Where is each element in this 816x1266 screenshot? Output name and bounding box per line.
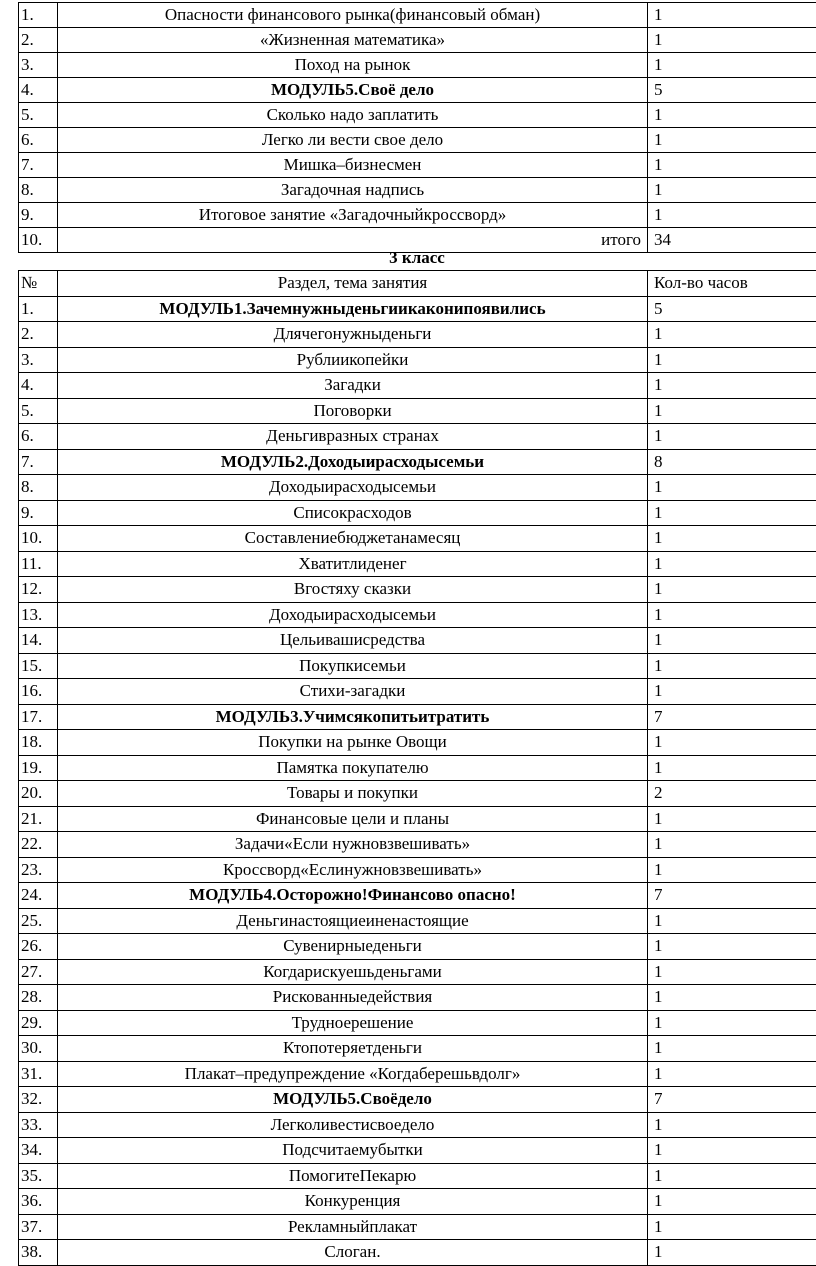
row-topic: Поход на рынок: [58, 53, 648, 78]
table-row: [19, 449, 816, 475]
row-number: 18.: [19, 730, 58, 756]
table-row: [19, 1138, 816, 1164]
table-row: [19, 806, 816, 832]
table-row: [19, 78, 816, 103]
row-number: 5.: [19, 103, 58, 128]
row-number: 36.: [19, 1189, 58, 1215]
row-number: 7.: [19, 449, 58, 475]
row-hours: 1: [648, 857, 816, 883]
row-number: 9.: [19, 500, 58, 526]
row-topic: Рискованныедействия: [58, 985, 648, 1011]
row-hours: 1: [648, 1240, 816, 1266]
total-hours: 34: [648, 228, 816, 253]
row-hours: 1: [648, 398, 816, 424]
row-number: 4.: [19, 373, 58, 399]
row-hours: 1: [648, 103, 816, 128]
row-hours: 1: [648, 832, 816, 858]
row-number: 2.: [19, 28, 58, 53]
table-row: [19, 934, 816, 960]
row-topic: Подсчитаемубытки: [58, 1138, 648, 1164]
total-label: итого: [58, 228, 648, 253]
row-hours: 1: [648, 203, 816, 228]
row-number: 5.: [19, 398, 58, 424]
row-number: 22.: [19, 832, 58, 858]
row-topic: Опасности финансового рынка(финансовый обман): [58, 3, 648, 28]
table-row: [19, 347, 816, 373]
row-topic: Стихи-загадки: [58, 679, 648, 705]
section-title: 3 класс: [18, 248, 816, 268]
row-topic: МОДУЛЬ3.Учимсякопитьитратить: [58, 704, 648, 730]
row-topic: Трудноерешение: [58, 1010, 648, 1036]
row-topic: МОДУЛЬ2.Доходыирасходысемьи: [58, 449, 648, 475]
row-hours: 1: [648, 1112, 816, 1138]
row-number: 8.: [19, 178, 58, 203]
row-number: 38.: [19, 1240, 58, 1266]
row-number: 17.: [19, 704, 58, 730]
table-row: [19, 526, 816, 552]
row-topic: Рублиикопейки: [58, 347, 648, 373]
row-topic: «Жизненная математика»: [58, 28, 648, 53]
row-number: 27.: [19, 959, 58, 985]
table-row: [19, 832, 816, 858]
table-row: [19, 577, 816, 603]
row-number: 30.: [19, 1036, 58, 1062]
row-number: 3.: [19, 347, 58, 373]
row-number: 12.: [19, 577, 58, 603]
row-hours: 7: [648, 704, 816, 730]
table-row: [19, 1163, 816, 1189]
table-row: [19, 959, 816, 985]
row-hours: 1: [648, 1010, 816, 1036]
row-topic: Сколько надо заплатить: [58, 103, 648, 128]
row-hours: 1: [648, 475, 816, 501]
row-hours: 1: [648, 551, 816, 577]
row-number: 16.: [19, 679, 58, 705]
row-topic: Слоган.: [58, 1240, 648, 1266]
row-hours: 1: [648, 985, 816, 1011]
row-hours: 1: [648, 28, 816, 53]
row-hours: 1: [648, 500, 816, 526]
row-hours: 1: [648, 730, 816, 756]
table-row: [19, 178, 816, 203]
row-topic: ПомогитеПекарю: [58, 1163, 648, 1189]
header-topic: Раздел, тема занятия: [58, 271, 648, 297]
row-topic: Доходыирасходысемьи: [58, 602, 648, 628]
table-row: [19, 322, 816, 348]
lesson-table-body: [19, 3, 816, 253]
table-row: [19, 475, 816, 501]
row-hours: 1: [648, 1061, 816, 1087]
row-hours: 1: [648, 628, 816, 654]
row-number: 14.: [19, 628, 58, 654]
table-row: [19, 296, 816, 322]
table-row: [19, 883, 816, 909]
row-number: 7.: [19, 153, 58, 178]
table-row: [19, 985, 816, 1011]
row-topic: Списокрасходов: [58, 500, 648, 526]
row-hours: 2: [648, 781, 816, 807]
row-number: 34.: [19, 1138, 58, 1164]
row-hours: 1: [648, 128, 816, 153]
table-row: [19, 373, 816, 399]
row-topic: Покупкисемьи: [58, 653, 648, 679]
row-topic: Покупки на рынке Овощи: [58, 730, 648, 756]
row-topic: МОДУЛЬ1.Зачемнужныденьгиикаконипоявились: [58, 296, 648, 322]
row-hours: 1: [648, 424, 816, 450]
row-number: 21.: [19, 806, 58, 832]
table-row: [19, 153, 816, 178]
row-topic: Деньгивразных странах: [58, 424, 648, 450]
row-hours: 5: [648, 78, 816, 103]
row-number: 25.: [19, 908, 58, 934]
row-number: 23.: [19, 857, 58, 883]
row-topic: Хватитлиденег: [58, 551, 648, 577]
row-hours: 1: [648, 3, 816, 28]
row-topic: Загадочная надпись: [58, 178, 648, 203]
row-number: 1.: [19, 296, 58, 322]
table-row: [19, 602, 816, 628]
table-row: [19, 755, 816, 781]
row-number: 29.: [19, 1010, 58, 1036]
row-topic: МОДУЛЬ5.Своёдело: [58, 1087, 648, 1113]
row-number: 11.: [19, 551, 58, 577]
row-number: 6.: [19, 424, 58, 450]
row-number: 33.: [19, 1112, 58, 1138]
row-topic: Цельивашисредства: [58, 628, 648, 654]
row-topic: Легколивестисвоедело: [58, 1112, 648, 1138]
table-row: [19, 103, 816, 128]
row-number: 1.: [19, 3, 58, 28]
table-row: [19, 781, 816, 807]
row-hours: 7: [648, 883, 816, 909]
table-row: [19, 908, 816, 934]
row-number: 8.: [19, 475, 58, 501]
row-hours: 1: [648, 153, 816, 178]
table-row: [19, 1061, 816, 1087]
row-number: 28.: [19, 985, 58, 1011]
row-number: 15.: [19, 653, 58, 679]
row-topic: Итоговое занятие «Загадочныйкроссворд»: [58, 203, 648, 228]
table-row: [19, 128, 816, 153]
row-number: 31.: [19, 1061, 58, 1087]
row-topic: Финансовые цели и планы: [58, 806, 648, 832]
lesson-table-previous: [18, 2, 816, 253]
header-hours: Кол-во часов: [648, 271, 816, 297]
table-row: [19, 730, 816, 756]
table-row: [19, 679, 816, 705]
row-hours: 1: [648, 1163, 816, 1189]
table-row: [19, 1036, 816, 1062]
row-hours: 1: [648, 602, 816, 628]
row-topic: Длячегонужныденьги: [58, 322, 648, 348]
table-row: [19, 704, 816, 730]
row-hours: 1: [648, 755, 816, 781]
row-number: 35.: [19, 1163, 58, 1189]
row-hours: 1: [648, 653, 816, 679]
row-hours: 8: [648, 449, 816, 475]
table-row: [19, 28, 816, 53]
row-hours: 7: [648, 1087, 816, 1113]
row-hours: 1: [648, 934, 816, 960]
row-number: 10.: [19, 526, 58, 552]
row-number: 26.: [19, 934, 58, 960]
row-hours: 5: [648, 296, 816, 322]
row-topic: Товары и покупки: [58, 781, 648, 807]
row-number: 10.: [19, 228, 58, 253]
row-hours: 1: [648, 347, 816, 373]
row-topic: Мишка–бизнесмен: [58, 153, 648, 178]
row-hours: 1: [648, 1036, 816, 1062]
row-hours: 1: [648, 373, 816, 399]
row-topic: Кроссворд«Еслинужновзвешивать»: [58, 857, 648, 883]
table-row: [19, 1112, 816, 1138]
row-hours: 1: [648, 53, 816, 78]
row-number: 3.: [19, 53, 58, 78]
row-number: 19.: [19, 755, 58, 781]
row-topic: Плакат–предупреждение «Когдаберешьвдолг»: [58, 1061, 648, 1087]
row-number: 6.: [19, 128, 58, 153]
row-hours: 1: [648, 1138, 816, 1164]
row-topic: Когдарискуешьденьгами: [58, 959, 648, 985]
row-number: 20.: [19, 781, 58, 807]
row-topic: Поговорки: [58, 398, 648, 424]
row-topic: Рекламныйплакат: [58, 1214, 648, 1240]
row-hours: 1: [648, 577, 816, 603]
row-topic: Задачи«Если нужновзвешивать»: [58, 832, 648, 858]
row-topic: Памятка покупателю: [58, 755, 648, 781]
header-number: №: [19, 271, 58, 297]
row-number: 9.: [19, 203, 58, 228]
table-row: [19, 500, 816, 526]
row-hours: 1: [648, 908, 816, 934]
table-row: [19, 551, 816, 577]
row-number: 32.: [19, 1087, 58, 1113]
table-row: [19, 857, 816, 883]
table-header-row: [19, 271, 816, 297]
table-row: [19, 53, 816, 78]
row-hours: 1: [648, 1214, 816, 1240]
row-number: 13.: [19, 602, 58, 628]
row-hours: 1: [648, 806, 816, 832]
table-row: [19, 1010, 816, 1036]
lesson-table-grade-3: [18, 270, 816, 1266]
row-number: 2.: [19, 322, 58, 348]
row-topic: Деньгинастоящиеиненастоящие: [58, 908, 648, 934]
row-topic: Сувенирныеденьги: [58, 934, 648, 960]
table-row: [19, 1240, 816, 1266]
row-number: 37.: [19, 1214, 58, 1240]
table-row: [19, 1087, 816, 1113]
row-topic: Доходыирасходысемьи: [58, 475, 648, 501]
row-hours: 1: [648, 959, 816, 985]
row-hours: 1: [648, 178, 816, 203]
table-row: [19, 3, 816, 28]
row-hours: 1: [648, 322, 816, 348]
row-topic: Легко ли вести свое дело: [58, 128, 648, 153]
table-row: [19, 203, 816, 228]
row-topic: Конкуренция: [58, 1189, 648, 1215]
table-row: [19, 653, 816, 679]
table-row: [19, 1214, 816, 1240]
row-number: 24.: [19, 883, 58, 909]
row-topic: Вгостяху сказки: [58, 577, 648, 603]
row-hours: 1: [648, 526, 816, 552]
row-topic: Ктопотеряетденьги: [58, 1036, 648, 1062]
table-row: [19, 424, 816, 450]
row-number: 4.: [19, 78, 58, 103]
table-row: [19, 398, 816, 424]
row-topic: МОДУЛЬ5.Своё дело: [58, 78, 648, 103]
row-hours: 1: [648, 1189, 816, 1215]
table-row: [19, 628, 816, 654]
table-row: [19, 1189, 816, 1215]
row-hours: 1: [648, 679, 816, 705]
row-topic: Загадки: [58, 373, 648, 399]
lesson-table-body: [19, 296, 816, 1265]
row-topic: Составлениебюджетанамесяц: [58, 526, 648, 552]
row-topic: МОДУЛЬ4.Осторожно!Финансово опасно!: [58, 883, 648, 909]
